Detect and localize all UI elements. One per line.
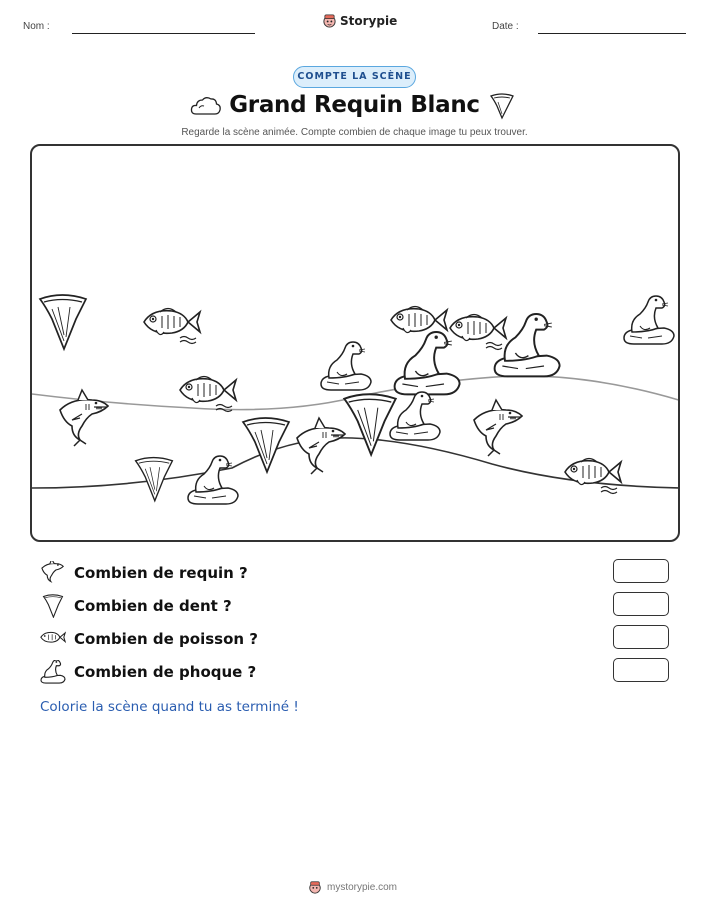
brand-name: Storypie xyxy=(340,13,398,28)
instructions: Regarde la scène animée. Compte combien de chaque image tu peux trouver. xyxy=(181,127,528,138)
tooth-item xyxy=(344,394,396,454)
brand-logo xyxy=(322,13,397,28)
shark-icon xyxy=(40,561,66,585)
answer-box-fish[interactable] xyxy=(613,625,669,649)
seal-item xyxy=(390,392,440,440)
date-label: Date : xyxy=(492,21,519,32)
question-fish xyxy=(40,627,258,651)
storypie-mascot-icon xyxy=(322,13,337,28)
fish-icon xyxy=(40,627,66,651)
shark-item xyxy=(297,418,345,474)
coloring-note: Colorie la scène quand tu as terminé ! xyxy=(40,699,299,715)
answer-box-shark[interactable] xyxy=(613,559,669,583)
seal-icon xyxy=(40,660,66,684)
question-text: Combien de requin ? xyxy=(74,564,248,582)
name-line[interactable] xyxy=(72,33,255,34)
question-text: Combien de poisson ? xyxy=(74,630,258,648)
shark-item xyxy=(474,400,522,456)
question-tooth xyxy=(40,594,232,618)
answer-box-tooth[interactable] xyxy=(613,592,669,616)
footer-brand xyxy=(308,880,397,894)
question-text: Combien de phoque ? xyxy=(74,663,257,681)
tooth-item xyxy=(243,418,289,472)
storypie-mascot-icon xyxy=(308,880,322,894)
shark-tooth-icon xyxy=(40,594,66,618)
question-shark xyxy=(40,561,248,585)
counting-scene xyxy=(30,144,680,542)
fish-item xyxy=(144,309,200,344)
seal-item xyxy=(624,296,674,344)
fish-item xyxy=(450,315,506,350)
fish-item xyxy=(565,459,621,494)
answer-box-seal[interactable] xyxy=(613,658,669,682)
fish-item xyxy=(180,377,236,412)
seal-item xyxy=(188,456,238,504)
tooth-item xyxy=(40,295,86,349)
page-title: Grand Requin Blanc xyxy=(229,92,480,118)
seal-item xyxy=(395,332,460,394)
seal-item xyxy=(321,342,371,390)
scene-illustration xyxy=(32,146,680,542)
name-label: Nom : xyxy=(23,21,50,32)
activity-badge: COMPTE LA SCÈNE xyxy=(293,66,416,88)
question-seal xyxy=(40,660,256,684)
question-text: Combien de dent ? xyxy=(74,597,232,615)
date-line[interactable] xyxy=(538,33,686,34)
footer-url[interactable]: mystorypie.com xyxy=(327,881,398,893)
